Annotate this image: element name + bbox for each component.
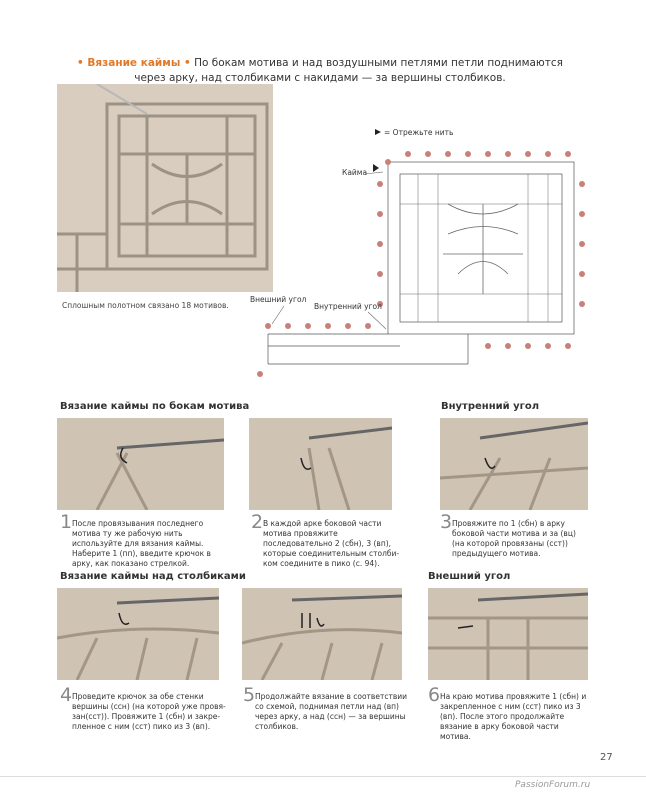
diagram-drawing bbox=[248, 124, 593, 392]
legend-arrow-icon bbox=[375, 129, 381, 135]
step-3-photo bbox=[440, 418, 588, 510]
section-title-outer: Внешний угол bbox=[428, 571, 511, 582]
label-inner-corner: Внутренний угол bbox=[314, 302, 382, 311]
crochet-diagram bbox=[248, 124, 593, 392]
step-3-number: 3 bbox=[440, 511, 453, 533]
label-kaima: Кайма bbox=[342, 168, 368, 177]
step-4-number: 4 bbox=[60, 684, 73, 706]
watermark: PassionForum.ru bbox=[515, 780, 591, 790]
section-title-inner: Внутренний угол bbox=[441, 401, 540, 412]
cut-thread-arrow bbox=[373, 164, 379, 172]
footer-divider bbox=[0, 776, 646, 777]
legend-cut-thread: = Отрежьте нить bbox=[384, 128, 454, 137]
step-5-text: Продолжайте вязание в соответствии со схемой, поднимая петли над (вп) через арку, а над (ссн) — за вершины столбиков. bbox=[255, 692, 407, 731]
intro-text: По бокам мотива и над воздушными петлями петли поднимаются через арку, над столбиками с накидами — за вершины столбиков. bbox=[134, 57, 563, 84]
step-2-photo bbox=[249, 418, 392, 510]
step-5-photo bbox=[242, 588, 402, 680]
step-2-number: 2 bbox=[251, 511, 264, 533]
step-1-photo bbox=[57, 418, 224, 510]
intro-paragraph bbox=[60, 56, 580, 86]
section-title-over-st: Вязание каймы над столбиками bbox=[60, 571, 246, 582]
motif-photo-drawing bbox=[57, 84, 273, 292]
step-3-text: Провяжите по 1 (сбн) в арку боковой части мотива и за (вц) (на которой провязаны (сст)) предыдущего мотива. bbox=[452, 519, 576, 558]
main-photo-caption: Сплошным полотном связано 18 мотивов. bbox=[62, 301, 229, 310]
section-title-sides: Вязание каймы по бокам мотива bbox=[60, 401, 250, 412]
label-outer-corner: Внешний угол bbox=[250, 295, 307, 304]
intro-label: • Вязание каймы • bbox=[77, 57, 191, 69]
step-5-number: 5 bbox=[243, 684, 256, 706]
step-6-text: На краю мотива провяжите 1 (сбн) и закрепленное с ним (сст) пико из 3 (вп). После этого продолжайте вязание в арку боковой части мотива. bbox=[440, 692, 587, 741]
step-1-text: После провязывания последнего мотива ту же рабочую нить используйте для вязания каймы. Наберите 1 (пп), введите крючок в арку, как показано стрелкой. bbox=[72, 519, 211, 568]
step-6-photo bbox=[428, 588, 588, 680]
step-4-photo bbox=[57, 588, 219, 680]
step-4-text: Проведите крючок за обе стенки вершины (ссн) (на которой уже провя- зан(сст)). Провяжите 1 (сбн) и закре- пленное с ним (сст) пико из 3 (вп). bbox=[72, 692, 226, 731]
step-1-number: 1 bbox=[60, 511, 73, 533]
step-2-text: В каждой арке боковой части мотива провяжите последовательно 2 (сбн), 3 (вп), которые соединительным столби- ком соедините в пико (с. 94). bbox=[263, 519, 400, 568]
step-6-number: 6 bbox=[428, 684, 441, 706]
page-number: 27 bbox=[600, 752, 613, 763]
main-motif-photo bbox=[57, 84, 273, 292]
